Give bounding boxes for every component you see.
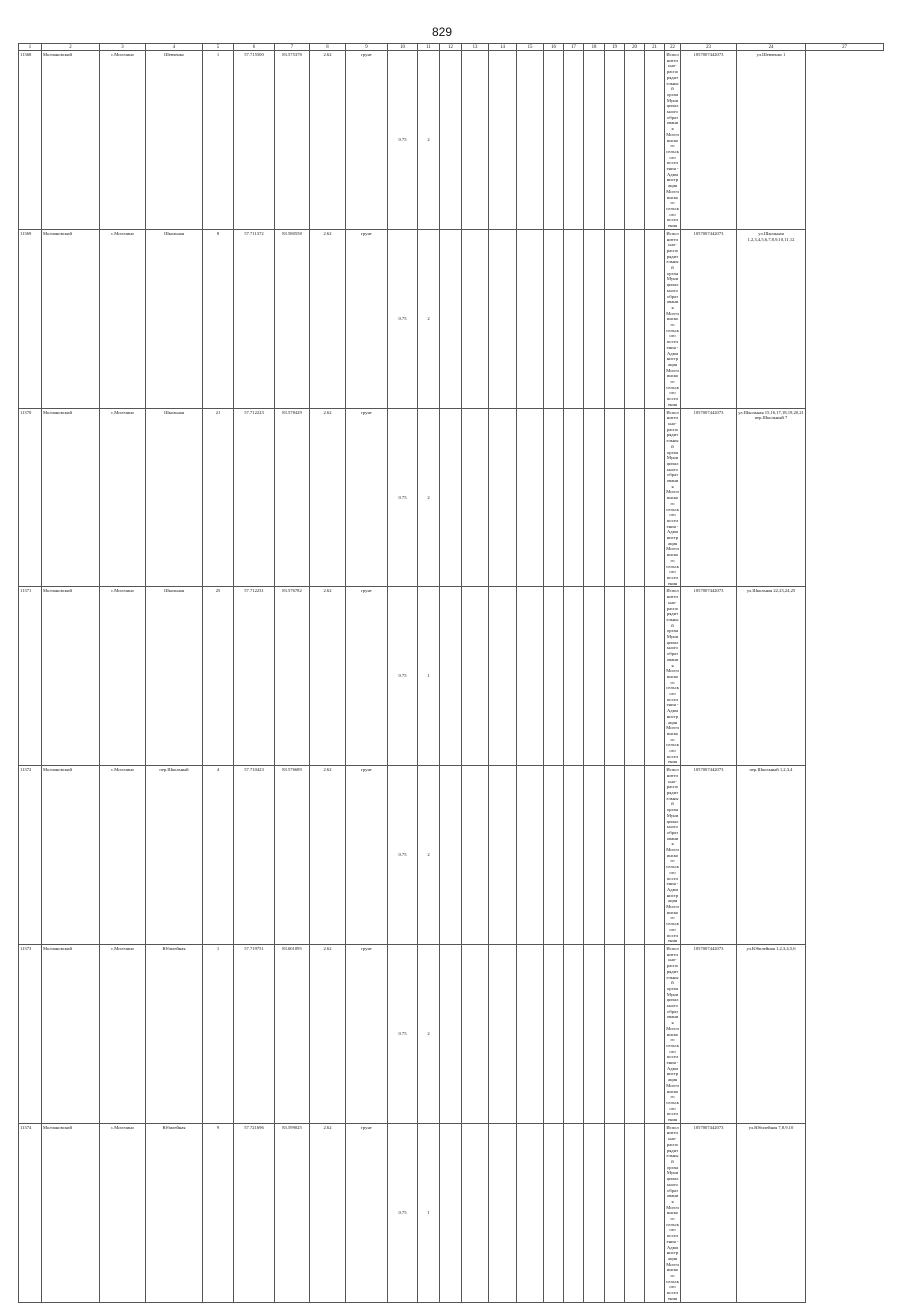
empty-cell [645,587,665,766]
empty-cell [625,51,645,230]
cell-id: 11374 [19,1123,42,1302]
cell-authority: Исполнительно-распорядительный орган Муниципального образования Могочинского сельского поселения - Администрация Могочинского сельского поселения [666,230,679,407]
registry-body [19,44,884,1303]
empty-cell [564,587,584,766]
cell-longitude: 83.576689 [275,766,310,945]
column-header: 14 [489,44,517,51]
cell-addresses: ул.Юбилейная 1,2,3,4,5,6 [737,944,806,1123]
empty-cell [584,944,605,1123]
cell-latitude: 57.711372 [234,229,275,408]
cell-surface: грунт [346,229,388,408]
page-number: 829 [431,25,453,39]
cell-addresses: ул.Шевченко 1 [737,51,806,230]
cell-surface: грунт [346,1123,388,1302]
empty-cell [517,944,544,1123]
column-header: 2 [42,44,100,51]
empty-cell [462,944,489,1123]
empty-cell [605,229,625,408]
cell-id: 11373 [19,944,42,1123]
cell-longitude: 83.601095 [275,944,310,1123]
column-header: 4 [146,44,203,51]
empty-cell [544,229,564,408]
cell-col9: 2.62 [310,1123,346,1302]
empty-cell [645,944,665,1123]
cell-authority: Исполнительно-распорядительный орган Муниципального образования Могочинского сельского поселения - Администрация Могочинского сельского поселения [666,1124,679,1301]
cell-district: Молчановский [42,51,100,230]
cell-col9: 2.62 [310,587,346,766]
empty-cell [544,587,564,766]
cell-latitude: 57.712223 [234,408,275,587]
empty-cell [544,408,564,587]
cell-longitude: 83.578429 [275,408,310,587]
cell-ogrn: 1057007442073 [681,51,737,230]
empty-cell [489,51,517,230]
cell-longitude: 83.575378 [275,51,310,230]
column-header: 24 [737,44,806,51]
empty-cell [584,229,605,408]
empty-cell [517,408,544,587]
cell-col12: 2 [418,408,440,587]
empty-cell [605,766,625,945]
cell-id: 11368 [19,51,42,230]
cell-col12: 1 [418,587,440,766]
empty-cell [564,51,584,230]
empty-cell [645,1123,665,1302]
cell-house: 9 [203,1123,234,1302]
empty-cell [605,587,625,766]
cell-ogrn: 1057007442073 [681,944,737,1123]
empty-cell [489,408,517,587]
cell-settlement: с.Могочино [100,408,146,587]
cell-surface: грунт [346,944,388,1123]
cell-addresses: ул.Школьная 22,23,24,25 [737,587,806,766]
cell-authority: Исполнительно-распорядительный орган Муниципального образования Могочинского сельского поселения - Администрация Могочинского сельского поселения [666,945,679,1123]
empty-cell [584,408,605,587]
cell-street: Школьная [146,587,203,766]
cell-col11: 0.75 [388,766,418,945]
column-header: 1 [19,44,42,51]
cell-addresses: пер.Школьный 1,2,3,4 [737,766,806,945]
column-header: 9 [346,44,388,51]
column-header: 6 [234,44,275,51]
column-header: 3 [100,44,146,51]
column-header: 19 [605,44,625,51]
column-header: 15 [517,44,544,51]
empty-cell [440,408,462,587]
column-header: 20 [625,44,645,51]
empty-cell [489,587,517,766]
cell-district: Молчановский [42,587,100,766]
cell-district: Молчановский [42,408,100,587]
cell-district: Молчановский [42,1123,100,1302]
empty-cell [517,587,544,766]
column-header: 21 [645,44,665,51]
column-header: 5 [203,44,234,51]
cell-authority: Исполнительно-распорядительный орган Муниципального образования Могочинского сельского поселения - Администрация Могочинского сельского поселения [666,409,679,586]
registry-table [18,43,884,1303]
empty-cell [564,944,584,1123]
cell-addresses: ул.Школьная 1,2,3,4,5,6,7,8,9,10,11,12 [737,229,806,408]
header-row [19,44,884,51]
cell-authority: Исполнительно-распорядительный орган Муниципального образования Могочинского сельского поселения - Администрация Могочинского сельского поселения [666,588,679,765]
column-header: 13 [462,44,489,51]
cell-house: 1 [203,51,234,230]
column-header: 22 [665,44,681,51]
cell-col9: 2.62 [310,51,346,230]
column-header: 27 [806,44,884,51]
cell-street: пер.Школьный [146,766,203,945]
cell-latitude: 57.710423 [234,766,275,945]
cell-id: 11370 [19,408,42,587]
empty-cell [462,229,489,408]
empty-cell [489,1123,517,1302]
cell-col12: 1 [418,1123,440,1302]
empty-cell [564,766,584,945]
cell-col11: 0.75 [388,51,418,230]
empty-cell [605,1123,625,1302]
cell-ogrn: 1057007442073 [681,766,737,945]
cell-col12: 2 [418,51,440,230]
cell-settlement: с.Могочино [100,51,146,230]
cell-latitude: 57.715500 [234,51,275,230]
cell-settlement: с.Могочино [100,587,146,766]
cell-house: 4 [203,766,234,945]
empty-cell [584,766,605,945]
cell-col12: 2 [418,944,440,1123]
cell-district: Молчановский [42,229,100,408]
column-header: 17 [564,44,584,51]
empty-cell [462,587,489,766]
cell-surface: грунт [346,51,388,230]
cell-settlement: с.Могочино [100,944,146,1123]
column-header: 7 [275,44,310,51]
cell-street: Юбилейная [146,1123,203,1302]
cell-house: 8 [203,229,234,408]
empty-cell [625,1123,645,1302]
empty-cell [625,408,645,587]
cell-settlement: с.Могочино [100,766,146,945]
empty-cell [605,51,625,230]
cell-house: 25 [203,587,234,766]
cell-col9: 2.62 [310,944,346,1123]
column-header: 12 [440,44,462,51]
cell-settlement: с.Могочино [100,1123,146,1302]
column-header: 16 [544,44,564,51]
empty-cell [605,408,625,587]
cell-street: Школьная [146,229,203,408]
empty-cell [564,408,584,587]
empty-cell [440,229,462,408]
empty-cell [625,766,645,945]
table-row [19,51,884,230]
cell-ogrn: 1057007442073 [681,587,737,766]
empty-cell [544,1123,564,1302]
empty-cell [517,1123,544,1302]
empty-cell [517,51,544,230]
cell-settlement: с.Могочино [100,229,146,408]
empty-cell [440,944,462,1123]
cell-district: Молчановский [42,944,100,1123]
cell-latitude: 57.721696 [234,1123,275,1302]
empty-cell [625,229,645,408]
empty-cell [605,944,625,1123]
cell-house: 1 [203,944,234,1123]
cell-surface: грунт [346,587,388,766]
cell-addresses: ул.Школьная 15,16,17,18,19,20,21 пер.Школьный 7 [737,408,806,587]
table-row [19,944,884,1123]
cell-surface: грунт [346,408,388,587]
table-row [19,408,884,587]
empty-cell [584,51,605,230]
cell-col9: 2.62 [310,229,346,408]
cell-col11: 0.75 [388,587,418,766]
cell-id: 11371 [19,587,42,766]
cell-id: 11369 [19,229,42,408]
empty-cell [440,587,462,766]
cell-longitude: 83.580558 [275,229,310,408]
cell-street: Школьная [146,408,203,587]
empty-cell [489,766,517,945]
cell-col11: 0.75 [388,944,418,1123]
empty-cell [462,1123,489,1302]
empty-cell [645,408,665,587]
empty-cell [564,229,584,408]
empty-cell [625,587,645,766]
empty-cell [645,229,665,408]
cell-col11: 0.75 [388,229,418,408]
cell-house: 21 [203,408,234,587]
empty-cell [645,51,665,230]
cell-col12: 2 [418,229,440,408]
cell-col9: 2.62 [310,408,346,587]
table-row [19,229,884,408]
cell-authority: Исполнительно-распорядительный орган Муниципального образования Могочинского сельского поселения - Администрация Могочинского сельского поселения [666,767,679,944]
empty-cell [462,766,489,945]
empty-cell [517,229,544,408]
cell-longitude: 83.576782 [275,587,310,766]
column-header: 23 [681,44,737,51]
cell-surface: грунт [346,766,388,945]
empty-cell [462,51,489,230]
cell-latitude: 57.712231 [234,587,275,766]
column-header: 18 [584,44,605,51]
empty-cell [625,944,645,1123]
table-row [19,587,884,766]
cell-district: Молчановский [42,766,100,945]
cell-col9: 2.62 [310,766,346,945]
cell-ogrn: 1057007442073 [681,229,737,408]
empty-cell [517,766,544,945]
cell-street: Юбилейная [146,944,203,1123]
column-header: 10 [388,44,418,51]
cell-ogrn: 1057007442073 [681,408,737,587]
empty-cell [440,766,462,945]
empty-cell [564,1123,584,1302]
empty-cell [544,51,564,230]
empty-cell [544,766,564,945]
empty-cell [489,944,517,1123]
table-row [19,1123,884,1302]
column-header: 8 [310,44,346,51]
empty-cell [462,408,489,587]
table-row [19,766,884,945]
empty-cell [440,51,462,230]
cell-latitude: 57.719751 [234,944,275,1123]
empty-cell [489,229,517,408]
empty-cell [440,1123,462,1302]
cell-authority: Исполнительно-распорядительный орган Муниципального образования Могочинского сельского поселения - Администрация Могочинского сельского поселения [666,52,679,229]
cell-street: Шевченко [146,51,203,230]
empty-cell [584,587,605,766]
cell-col11: 0.75 [388,1123,418,1302]
cell-col11: 0.75 [388,408,418,587]
cell-longitude: 83.599025 [275,1123,310,1302]
column-header: 11 [418,44,440,51]
empty-cell [544,944,564,1123]
empty-cell [584,1123,605,1302]
cell-ogrn: 1057007442073 [681,1123,737,1302]
cell-col12: 2 [418,766,440,945]
cell-addresses: ул.Юбилейная 7,8,9,10 [737,1123,806,1302]
empty-cell [645,766,665,945]
cell-id: 11372 [19,766,42,945]
